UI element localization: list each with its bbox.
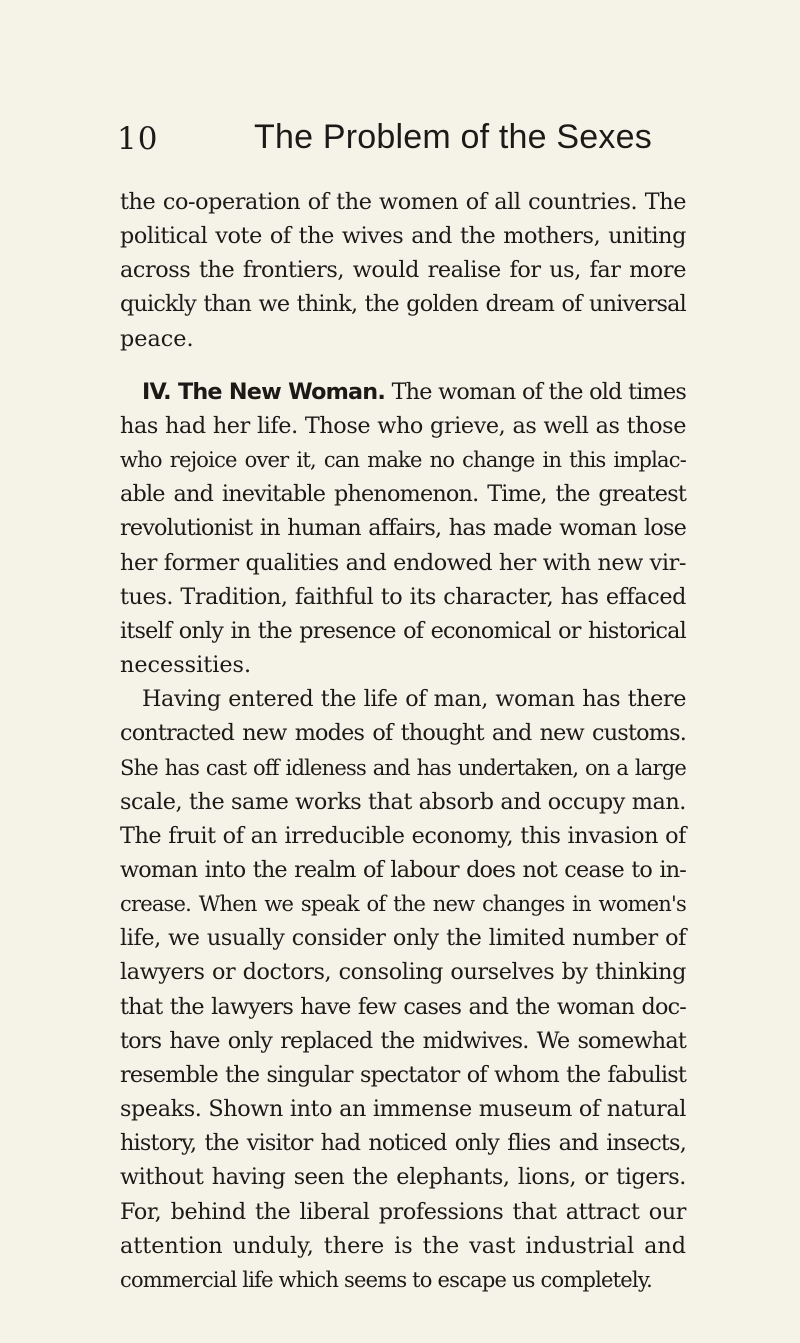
text-line: history, the visitor had noticed only flies and insects,: [120, 1130, 686, 1157]
text-line: woman into the realm of labour does not cease to in-: [120, 856, 686, 883]
text-line: lawyers or doctors, consoling ourselves by thinking: [120, 959, 686, 986]
text-line: across the frontiers, would realise for us, far more: [120, 257, 686, 284]
text-line: crease. When we speak of the new changes in women's: [120, 892, 686, 917]
text-line: commercial life which seems to escape us completely.: [120, 1267, 652, 1292]
text-line: contracted new modes of thought and new customs.: [120, 720, 686, 747]
text-line: Having entered the life of man, woman has there: [142, 686, 686, 713]
text-line: political vote of the wives and the mothers, uniting: [120, 223, 686, 250]
text-line: quickly than we think, the golden dream of universal: [120, 291, 686, 318]
body-text: [120, 185, 686, 1297]
page-number: 10: [117, 121, 159, 157]
text-line: For, behind the liberal professions that attract our: [120, 1198, 686, 1225]
section-heading-rest: The woman of the old times: [385, 378, 686, 405]
text-line: has had her life. Those who grieve, as well as those: [120, 412, 686, 439]
text-line: speaks. Shown into an immense museum of natural: [120, 1096, 686, 1123]
text-line: that the lawyers have few cases and the woman doc-: [120, 993, 686, 1020]
section-heading-line: [120, 375, 686, 409]
text-line: peace.: [120, 325, 194, 352]
text-line: able and inevitable phenomenon. Time, the greatest: [120, 481, 686, 508]
running-title: The Problem of the Sexes: [254, 118, 652, 156]
text-line: necessities.: [120, 652, 252, 679]
text-line: her former qualities and endowed her with new vir-: [120, 549, 686, 576]
text-line: tors have only replaced the midwives. We somewhat: [120, 1027, 686, 1054]
text-line: revolutionist in human affairs, has made woman lose: [120, 515, 686, 542]
section-heading: IV. The New Woman.: [142, 378, 386, 405]
text-line: resemble the singular spectator of whom the fabulist: [120, 1061, 686, 1088]
text-line: scale, the same works that absorb and occupy man.: [120, 788, 686, 815]
text-line: who rejoice over it, can make no change in this implac-: [120, 448, 686, 473]
text-line: The fruit of an irreducible economy, this invasion of: [120, 822, 686, 849]
text-line: attention unduly, there is the vast industrial and: [120, 1232, 686, 1259]
text-line: life, we usually consider only the limited number of: [120, 925, 686, 952]
text-line: the co-operation of the women of all countries. The: [120, 189, 686, 215]
text-line: tues. Tradition, faithful to its character, has effaced: [120, 583, 686, 610]
text-line: She has cast off idleness and has undertaken, on a large: [120, 755, 686, 780]
text-line: without having seen the elephants, lions, or tigers.: [120, 1164, 686, 1191]
text-line: itself only in the presence of economical or historical: [120, 617, 686, 644]
page-header: [117, 118, 652, 168]
paragraph-gap: [120, 356, 686, 375]
